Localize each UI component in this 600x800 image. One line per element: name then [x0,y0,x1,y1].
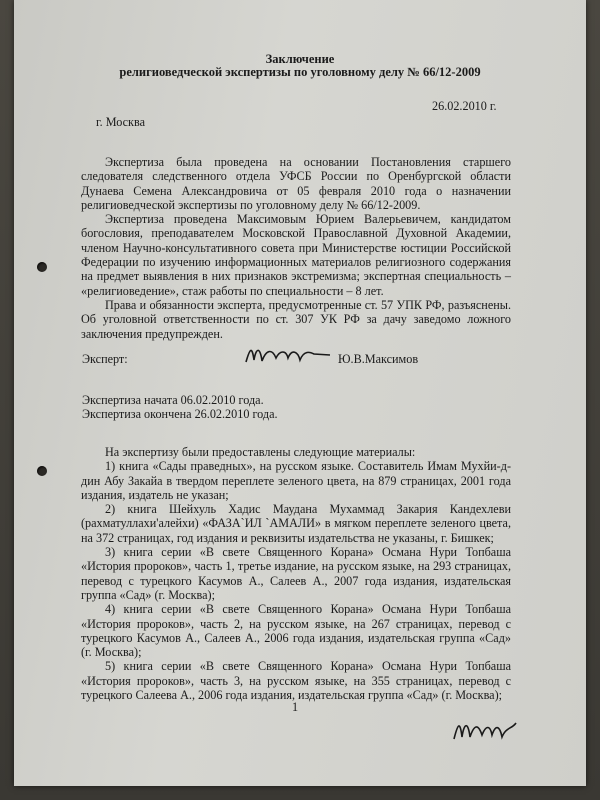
expert-name: Ю.В.Максимов [338,352,419,366]
expert-label: Эксперт: [82,352,128,366]
document-subtitle: религиоведческой экспертизы по уголовному делу № 66/12-2009 [119,65,481,79]
paragraph-rights: Права и обязанности эксперта, предусмотренные ст. 57 УПК РФ, разъяснены. Об уголовной ответственности по ст. 307 УК РФ за дачу заведомо ложного заключения предупрежден. [81,297,511,341]
expertise-started: Экспертиза начата 06.02.2010 года. [82,393,264,407]
punch-hole-upper [37,262,47,272]
material-item: 1) книга «Сады праведных», на русском языке. Составитель Имам Мухйи-д-дин Абу Закайа в твердом переплете зеленого цвета, на 879 страницах, 2001 года издания, издатель не указан; [81,459,511,502]
expertise-finished: Экспертиза окончена 26.02.2010 года. [82,407,278,421]
materials-intro: На экспертизу были предоставлены следующие материалы: [105,445,416,459]
page-signature [450,713,520,745]
materials-section [81,445,511,702]
document-page [14,0,586,786]
expert-signature [242,340,332,368]
punch-hole-lower [37,466,47,476]
paragraph-basis: Экспертиза была проведена на основании Постановления старшего следователя следственного отдела УФСБ России по Оренбургской области Дунаева Семена Александровича от 05 февраля 2010 года о назначении религиоведческой экспертизы по уголовному делу № 66/12-2009. [81,155,511,212]
material-item: 5) книга серии «В свете Священного Корана» Османа Нури Топбаша «История пророков», часть 3, на русском языке, на 355 страницах, перевод с турецкого Салеева А., 2006 года издания, издательская группа «Сад» (г. Москва); [81,659,511,703]
document-city: г. Москва [96,115,145,129]
material-item: 4) книга серии «В свете Священного Корана» Османа Нури Топбаша «История пророков», часть 2, на русском языке, на 267 страницах, перевод с турецкого Касумов А., Салеев А., 2006 года издания, издательская группа «Сад» (г. Москва); [81,602,511,660]
document-title: Заключение [265,52,335,66]
intro-section [81,155,511,341]
material-item: 3) книга серии «В свете Священного Корана» Османа Нури Топбаша «История пророков», часть 1, третье издание, на русском языке, на 293 страницах, перевод с турецкого Касумов А., Салеев А., 2007 года издания, издательская группа «Сад» (г. Москва); [81,545,511,602]
page-number: 1 [292,700,299,714]
document-date: 26.02.2010 г. [432,99,497,113]
paragraph-expert: Экспертиза проведена Максимовым Юрием Валерьевичем, кандидатом богословия, преподавателем Московской Православной Духовной Академии, членом Научно-консультативного совета при Министерстве юстиции Российской Федерации по изучению информационных материалов религиозного содержания на предмет выявления в них признаков экстремизма; экспертная специальность – «религиоведение», стаж работы по специальности – 8 лет. [81,212,511,298]
material-item: 2) книга Шейхуль Хадис Маудана Мухаммад Закария Кандехлеви (рахматуллахи'алейхи) «ФАЗА`ИЛ `АМАЛИ» в мягком переплете зеленого цвета, на 372 страницах, год издания и реквизиты издательства не указаны, г. Бишкек; [81,502,511,545]
